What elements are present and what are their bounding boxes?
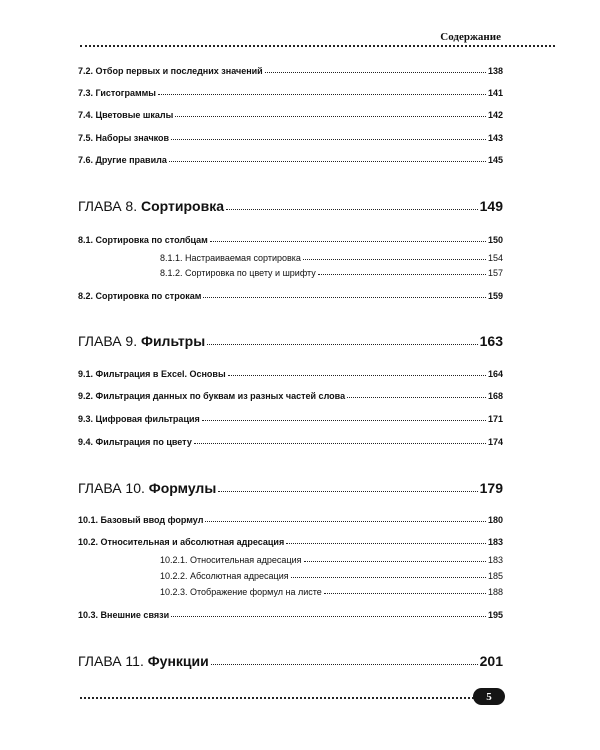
- toc-entry-7-4: [78, 110, 503, 120]
- chapter-prefix: ГЛАВА 10.: [78, 480, 145, 496]
- toc-entry-label: 10.2.2. Абсолютная адресация: [160, 571, 289, 581]
- chapter-page: 163: [479, 333, 503, 349]
- toc-entry-page: 150: [487, 235, 503, 245]
- toc-entry-label: 7.2. Отбор первых и последних значений: [78, 66, 263, 76]
- toc-entry-label: 7.5. Наборы значков: [78, 133, 170, 143]
- dot-leader: [265, 72, 486, 73]
- toc-entry-page: 159: [487, 291, 503, 301]
- dot-leader: [205, 521, 486, 522]
- dot-leader: [203, 297, 486, 298]
- toc-entry-label: 8.1.1. Настраиваемая сортировка: [160, 253, 301, 263]
- toc-chapter-11: [78, 653, 503, 669]
- toc-entry-10-2: [78, 537, 503, 547]
- toc-entry-label: 10.2.1. Относительная адресация: [160, 555, 302, 565]
- dot-leader: [202, 420, 486, 421]
- toc-entry-page: 185: [487, 571, 503, 581]
- chapter-prefix: ГЛАВА 11.: [78, 653, 144, 669]
- toc-entry-label: 7.6. Другие правила: [78, 155, 167, 165]
- chapter-name: Функции: [147, 653, 209, 669]
- dot-leader: [194, 443, 486, 444]
- toc-entry-page: 188: [487, 587, 503, 597]
- dot-leader: [175, 116, 486, 117]
- toc-entry-page: 142: [487, 110, 503, 120]
- dot-leader: [347, 397, 486, 398]
- toc-entry-label: 8.2. Сортировка по строкам: [78, 291, 202, 301]
- toc-entry-label: 9.2. Фильтрация данных по буквам из разных частей слова: [78, 391, 346, 401]
- toc-entry-page: 174: [487, 437, 503, 447]
- toc-entry-page: 157: [487, 268, 503, 278]
- toc-entry-7-6: [78, 155, 503, 165]
- dot-leader: [171, 616, 486, 617]
- toc-chapter-10: [78, 480, 503, 496]
- toc-entry-10-2-2: [160, 571, 503, 581]
- chapter-page: 201: [479, 653, 503, 669]
- chapter-page: 149: [479, 198, 503, 214]
- toc-entry-label: 8.1.2. Сортировка по цвету и шрифту: [160, 268, 316, 278]
- dot-leader: [228, 375, 486, 376]
- toc-entry-page: 154: [487, 253, 503, 263]
- toc-entry-9-4: [78, 437, 503, 447]
- dot-leader: [207, 344, 477, 345]
- footer-divider: [80, 697, 490, 699]
- toc-entry-label: 10.3. Внешние связи: [78, 610, 170, 620]
- toc-entry-page: 164: [487, 369, 503, 379]
- toc-entry-10-2-3: [160, 587, 503, 597]
- toc-entry-label: 9.4. Фильтрация по цвету: [78, 437, 192, 447]
- dot-leader: [226, 209, 478, 210]
- toc-entry-8-2: [78, 291, 503, 301]
- toc-entry-label: 7.3. Гистограммы: [78, 88, 156, 98]
- toc-chapter-9: [78, 333, 503, 349]
- chapter-prefix: ГЛАВА 9.: [78, 333, 138, 349]
- dot-leader: [291, 577, 486, 578]
- dot-leader: [158, 94, 486, 95]
- dot-leader: [218, 491, 477, 492]
- toc-entry-label: 8.1. Сортировка по столбцам: [78, 235, 208, 245]
- dot-leader: [210, 241, 486, 242]
- toc-entry-10-3: [78, 610, 503, 620]
- toc-entry-page: 138: [487, 66, 503, 76]
- toc-entry-label: 9.1. Фильтрация в Excel. Основы: [78, 369, 226, 379]
- chapter-name: Фильтры: [141, 333, 206, 349]
- toc-entry-7-3: [78, 88, 503, 98]
- toc-entry-9-3: [78, 414, 503, 424]
- toc-entry-label: 7.4. Цветовые шкалы: [78, 110, 174, 120]
- toc-entry-page: 141: [487, 88, 503, 98]
- toc-entry-8-1-1: [160, 253, 503, 263]
- dot-leader: [318, 274, 486, 275]
- dot-leader: [304, 561, 486, 562]
- toc-entry-page: 171: [487, 414, 503, 424]
- toc-entry-8-1-2: [160, 268, 503, 278]
- toc-entry-label: 10.1. Базовый ввод формул: [78, 515, 204, 525]
- dot-leader: [211, 664, 478, 665]
- chapter-prefix: ГЛАВА 8.: [78, 198, 138, 214]
- toc-entry-page: 143: [487, 133, 503, 143]
- chapter-name: Формулы: [148, 480, 217, 496]
- toc-entry-8-1: [78, 235, 503, 245]
- toc-entry-9-1: [78, 369, 503, 379]
- dot-leader: [171, 139, 486, 140]
- dot-leader: [303, 259, 486, 260]
- toc-entry-label: 10.2. Относительная и абсолютная адресация: [78, 537, 285, 547]
- dot-leader: [169, 161, 486, 162]
- toc-entry-page: 183: [487, 537, 503, 547]
- toc-entry-10-1: [78, 515, 503, 525]
- chapter-name: Сортировка: [141, 198, 224, 214]
- toc-entry-9-2: [78, 391, 503, 401]
- toc-entry-label: 9.3. Цифровая фильтрация: [78, 414, 200, 424]
- toc-entry-7-5: [78, 133, 503, 143]
- page-number-badge: 5: [473, 688, 505, 705]
- toc-entry-page: 180: [487, 515, 503, 525]
- toc-entry-10-2-1: [160, 555, 503, 565]
- toc-chapter-8: [78, 198, 503, 214]
- dot-leader: [324, 593, 486, 594]
- dot-leader: [286, 543, 486, 544]
- running-header: Содержание: [440, 31, 501, 43]
- toc-entry-7-2: [78, 66, 503, 76]
- toc-entry-page: 168: [487, 391, 503, 401]
- toc-entry-page: 195: [487, 610, 503, 620]
- toc-entry-page: 183: [487, 555, 503, 565]
- toc-entry-label: 10.2.3. Отображение формул на листе: [160, 587, 322, 597]
- chapter-page: 179: [479, 480, 503, 496]
- toc-entry-page: 145: [487, 155, 503, 165]
